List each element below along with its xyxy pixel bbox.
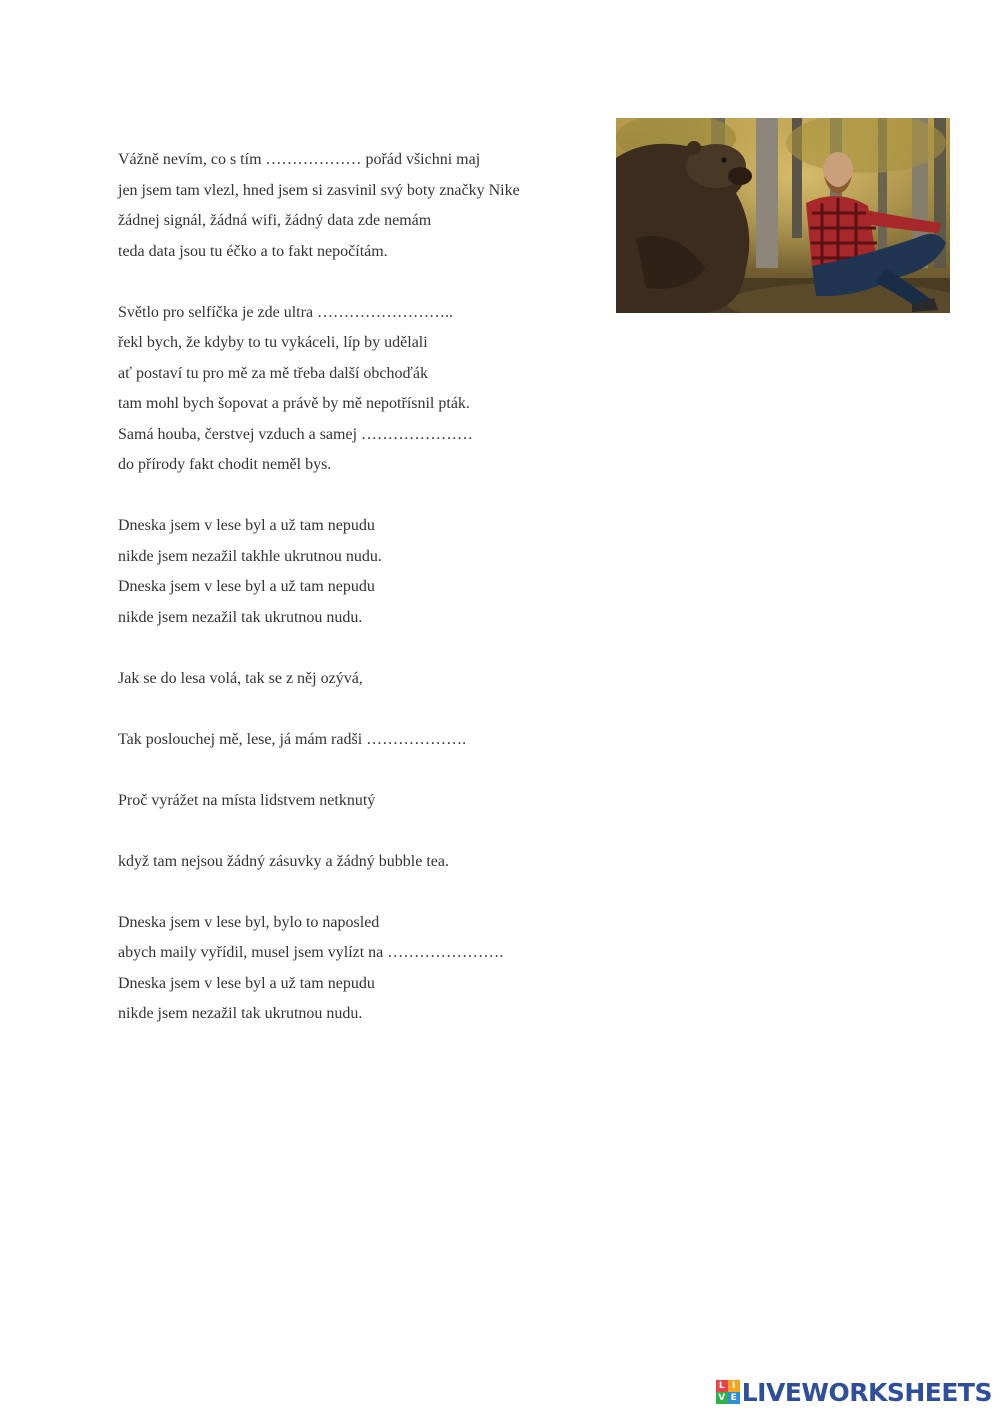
stanza-4 [118, 908, 598, 1030]
logo-mark-letter: E [728, 1392, 740, 1404]
lyric-line: řekl bych, že kdyby to tu vykáceli, líp by udělali [118, 334, 428, 351]
stanza-3 [118, 511, 598, 633]
lyric-line: Samá houba, čerstvej vzduch a samej ………………… [118, 425, 474, 443]
lyric-line: Tak poslouchej mě, lese, já mám radši ………………. [118, 730, 467, 748]
lyric-line: nikde jsem nezažil takhle ukrutnou nudu. [118, 547, 382, 565]
lyric-line: Vážně nevím, co s tím ……………… pořád všichni maj [118, 151, 481, 168]
stanza-gap [118, 755, 598, 786]
lyric-line: Jak se do lesa volá, tak se z něj ozývá, [118, 669, 363, 687]
stanza-gap [118, 694, 598, 725]
lyric-line: tam mohl bych šopovat a právě by mě nepotřísnil pták. [118, 395, 470, 412]
lyric-line: nikde jsem nezažil tak ukrutnou nudu. [118, 1005, 363, 1022]
logo-mark-letter: I [728, 1380, 740, 1392]
lyric-line: Dneska jsem v lese byl, bylo to naposled [118, 913, 380, 931]
stanza-2 [118, 298, 598, 481]
stanza-1 [118, 145, 598, 267]
logo-text: LIVEWORKSHEETS [741, 1377, 992, 1407]
stanza-gap [118, 267, 598, 298]
lyric-line: abych maily vyřídil, musel jsem vylízt na …………………. [118, 944, 504, 961]
lyric-line: Světlo pro selfíčka je zde ultra …………………….. [118, 303, 454, 321]
lyric-line: nikde jsem nezažil tak ukrutnou nudu. [118, 608, 363, 626]
lyric-line: Dneska jsem v lese byl a už tam nepudu [118, 517, 375, 534]
stanza-gap [118, 481, 598, 512]
lyric-line: když tam nejsou žádný zásuvky a žádný bubble tea. [118, 852, 449, 870]
lyric-line: Proč vyrážet na místa lidstvem netknutý [118, 791, 376, 809]
lyrics-text [118, 145, 598, 1030]
stanza-gap [118, 633, 598, 664]
lyric-line: do přírody fakt chodit neměl bys. [118, 456, 332, 473]
lyric-line: žádnej signál, žádná wifi, žádný data zde nemám [118, 212, 432, 229]
logo-mark-letter: V [716, 1392, 728, 1404]
liveworksheets-logo[interactable] [716, 1377, 992, 1407]
lyric-line: ať postaví tu pro mě za mě třeba další obchoďák [118, 364, 428, 382]
lyric-line: Dneska jsem v lese byl a už tam nepudu [118, 974, 375, 992]
lyric-line: Dneska jsem v lese byl a už tam nepudu [118, 578, 375, 595]
bear-and-man-in-forest-photo [616, 118, 950, 313]
liveworksheets-logo-icon [716, 1380, 740, 1404]
logo-mark-letter: L [716, 1380, 728, 1392]
lyric-line: jen jsem tam vlezl, hned jsem si zasvinil svý boty značky Nike [118, 181, 520, 199]
stanza-gap [118, 816, 598, 847]
stanza-gap [118, 877, 598, 908]
lyric-line: teda data jsou tu éčko a to fakt nepočítám. [118, 242, 388, 260]
